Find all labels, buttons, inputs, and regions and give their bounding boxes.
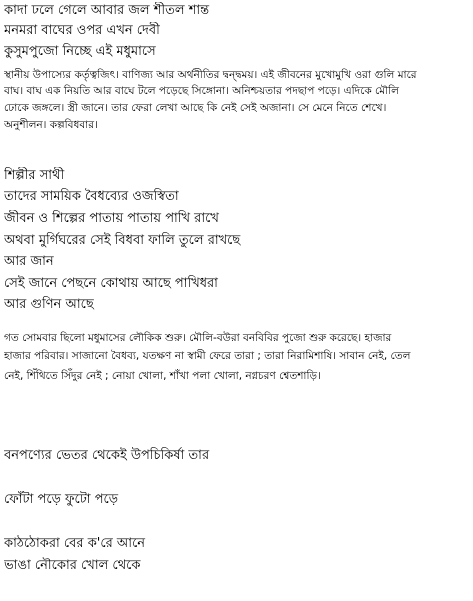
poem-line: কুসুমপুজো নিচ্ছে এই মধুমাসে [4, 44, 156, 59]
prose-line: গত সোমবার ছিলো মধুমাসের লৌকিক শুরু। মৌলি-বউরা বনবিবির পুজো শুরু করেছে। হাজার [4, 332, 392, 344]
poem-line: আর জান [4, 254, 54, 269]
prose-line: হাজার পরিবার। সাজানো বৈধব্য, যতক্ষণ না স্বামী ফেরে তারা ; তারা নিরামিশাষি। সাবান নেই, তেল [4, 350, 411, 362]
poem-line: সেই জানে পেছনে কোথায় আছে পাখিধরা [4, 276, 218, 291]
poem-line: ভাঙা নৌকোর খোল থেকে [4, 558, 141, 573]
poem-line: কাঠঠোকরা বের ক'রে আনে [4, 536, 146, 551]
poem-line: বনপণ্যের ভেতর থেকেই উপচিকির্ষা তার [4, 448, 210, 463]
prose-line: অনুশীলন। কল্পবিধবার। [4, 119, 98, 131]
poem-line: কাদা ঢলে গেলে আবার জল শীতল শান্ত [4, 3, 210, 18]
prose-line: নেই, শিঁথিতে সিঁদুর নেই ; নোয়া খোলা, শাঁখা পলা খোলা, নগ্নচরণ শ্বেতশাড়ি। [4, 370, 321, 382]
poem-line: শিল্পীর সাথী [4, 168, 65, 183]
prose-line: স্থানীয় উপাস্যের কর্তৃত্বজিৎ। বাণিজ্য আর অর্থনীতির দ্বন্দ্বময়। এই জীবনের মুখোমুখি ওরা গুলি মারে [4, 69, 417, 81]
poem-line: অথবা মুর্গিঘরের সেই বিধবা ফালি তুলে রাখছে [4, 233, 241, 248]
prose-line: ঢোকে জঙ্গলে। স্ত্রী জানে। তার ফেরা লেখা আছে কি নেই সেই অজানা। সে মেনে নিতে শেখে। [4, 102, 387, 114]
poem-line: আর গুণিন আছে [4, 297, 94, 312]
prose-line: বাঘ। বাঘ এক নিয়তি আর বাঘে টলে পড়েছে সিঙ্গোনা। অনিশ্চয়তার পদছাপ পড়ে। এদিকে মৌলি [4, 85, 399, 97]
poem-line: ফোঁটা পড়ে ফুটো পড়ে [4, 492, 119, 507]
poem-line: তাদের সাময়িক বৈধব্যের ওজস্বিতা [4, 189, 179, 204]
poem-line: জীবন ও শিল্পের পাতায় পাতায় পাখি রাখে [4, 211, 219, 226]
poem-line: মনমরা বাঘের ওপর এখন দেবী [4, 23, 160, 38]
